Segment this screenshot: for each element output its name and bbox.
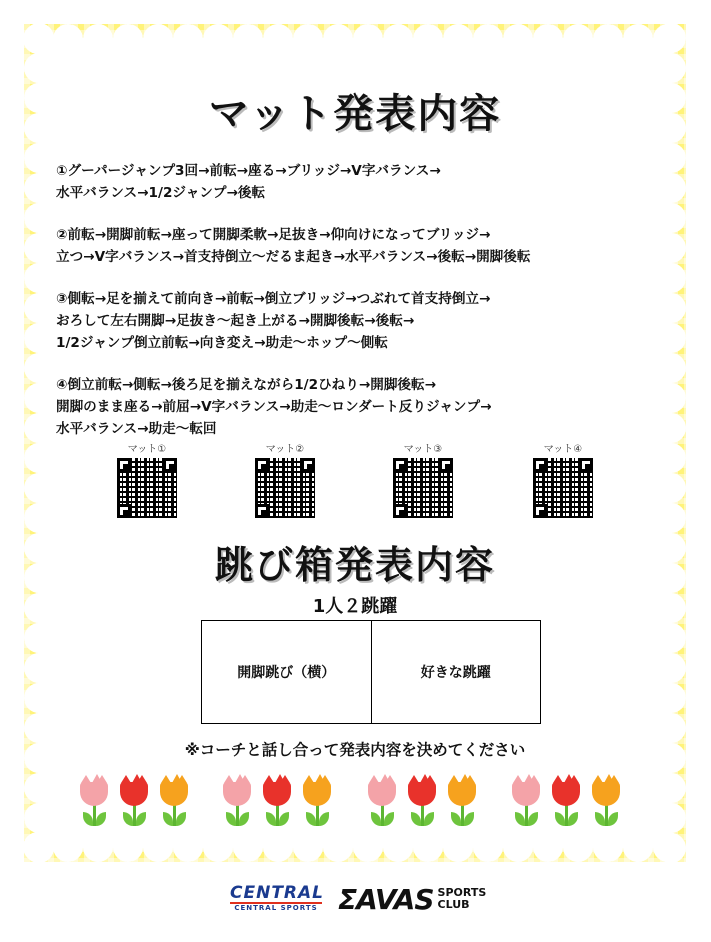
savas-logo-club: CLUB [437,898,470,911]
coach-note: ※コーチと話し合って発表内容を決めてください [184,741,526,759]
mat-item-1 [56,160,441,204]
mat-item-3-line-1: ③側転→足を揃えて前向き→前転→倒立ブリッジ→つぶれて首支持倒立→ [56,291,491,307]
central-sports-logo [230,884,322,910]
qr-mat-2[interactable] [240,444,330,518]
footer-logos [0,880,711,920]
savas-logo-sc [438,887,487,911]
qr-mat-1[interactable] [102,444,192,518]
tulip-icon [445,782,479,828]
vault-cell-2: 好きな跳躍 [371,621,541,723]
mat-item-3-line-2: おろして左右開脚→足抜き～起き上がる→開脚後転→後転→ [56,313,415,329]
central-logo-sub: CENTRAL SPORTS [234,904,318,912]
tulip-icon [117,782,151,828]
mat-item-2 [56,224,530,268]
vault-cell-1: 開脚跳び（横） [237,665,336,681]
qr-label: マット① [127,444,167,455]
vault-title: 跳び箱発表内容 [214,543,495,587]
tulip-icon [300,782,334,828]
mat-title: マット発表内容 [208,91,502,137]
qr-code-icon[interactable] [255,458,315,518]
tulip-icon [549,782,583,828]
qr-label: マット④ [543,444,583,455]
savas-logo-word: ΣAVAS [338,882,434,916]
mat-item-4-line-2: 開脚のまま座る→前屈→V字バランス→助走～ロンダート反りジャンプ→ [56,399,492,415]
qr-label: マット③ [403,444,443,455]
mat-item-4 [56,374,491,440]
qr-code-icon[interactable] [393,458,453,518]
mat-item-1-line-1: ①グーパージャンプ3回→前転→座る→ブリッジ→V字バランス→ [56,163,441,179]
qr-mat-3[interactable] [378,444,468,518]
qr-label: マット② [265,444,305,455]
mat-item-3-line-3: 1/2ジャンプ倒立前転→向き変え→助走～ホップ～側転 [56,335,388,351]
tulip-icon [157,782,191,828]
vault-subtitle: 1人２跳躍 [312,596,398,617]
tulip-icon [509,782,543,828]
savas-logo-sports: SPORTS [437,886,487,899]
tulip-icon [260,782,294,828]
qr-code-icon[interactable] [117,458,177,518]
vault-table [201,620,541,724]
mat-item-2-line-2: 立つ→V字バランス→首支持倒立～だるま起き→水平バランス→後転→開脚後転 [56,249,531,265]
mat-item-4-line-1: ④倒立前転→側転→後ろ足を揃えながら1/2ひねり→開脚後転→ [56,377,437,393]
mat-item-1-line-2: 水平バランス→1/2ジャンプ→後転 [56,185,266,201]
qr-mat-4[interactable] [518,444,608,518]
qr-code-icon[interactable] [533,458,593,518]
tulip-icon [405,782,439,828]
mat-item-4-line-3: 水平バランス→助走～転回 [56,421,217,437]
mat-item-2-line-1: ②前転→開脚前転→座って開脚柔軟→足抜き→仰向けになってブリッジ→ [56,227,491,243]
tulip-icon [365,782,399,828]
tulip-icon [77,782,111,828]
central-logo-main: CENTRAL [230,883,324,903]
tulip-decoration [77,776,637,826]
tulip-icon [220,782,254,828]
tulip-icon [589,782,623,828]
content-area [52,52,658,842]
mat-item-3 [56,288,490,354]
savas-sports-club-logo [338,882,486,916]
